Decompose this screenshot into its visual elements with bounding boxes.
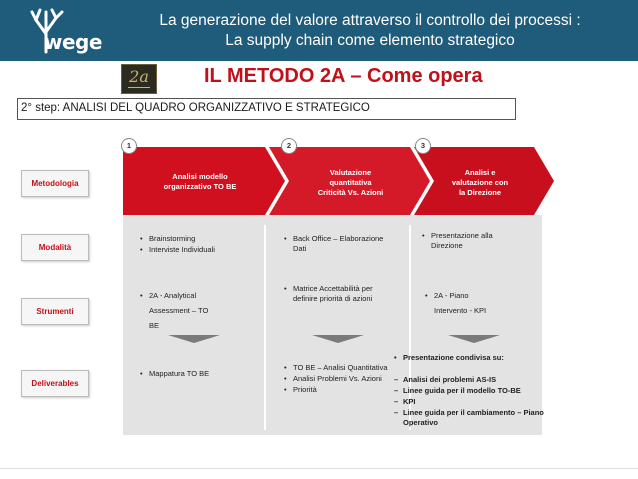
deliverables-col-3-heading	[394, 353, 544, 364]
list-item	[425, 288, 525, 318]
strumenti-col-1	[140, 288, 250, 334]
header-title-line-2: La supply chain come elemento strategico	[225, 32, 515, 49]
step-number-3: 3	[415, 138, 431, 154]
step-3-label	[430, 168, 530, 198]
list-item: • Interviste Individuali	[140, 245, 250, 255]
row-label-deliverables: Deliverables	[21, 370, 89, 397]
down-arrow-icon	[312, 335, 364, 343]
modalita-col-1	[140, 234, 250, 256]
step-2-label-line-1: Valutazione	[329, 168, 372, 177]
down-arrow-icon	[448, 335, 500, 343]
list-item: • TO BE – Analisi Quantitativa	[284, 363, 399, 373]
list-item: • Brainstorming	[140, 234, 250, 244]
row-label-metodologia: Metodologia	[21, 170, 89, 197]
strumenti-col-3-line-1: • 2A - Piano	[434, 291, 469, 300]
page-title: IL METODO 2A – Come opera	[204, 65, 483, 87]
step-1-label	[135, 172, 265, 192]
step-2-label-line-2: quantitativa	[329, 178, 372, 187]
step-number-2: 2	[281, 138, 297, 154]
step-2-label-line-3: Criticità Vs. Azioni	[317, 188, 384, 197]
step-2-label	[293, 168, 408, 198]
step-label-box: 2° step: ANALISI DEL QUADRO ORGANIZZATIVO E STRATEGICO	[17, 98, 516, 120]
list-item	[140, 288, 250, 333]
list-item: – Linee guida per il modello TO-BE	[394, 386, 544, 396]
strumenti-col-1-line-1: • 2A - Analytical	[149, 291, 197, 300]
strumenti-col-2	[284, 284, 394, 305]
step-1-label-line-1: Analisi modello	[172, 172, 228, 181]
step-3-label-line-3: la Direzione	[458, 188, 502, 197]
list-item: • Back Office – Elaborazione Dati	[284, 234, 394, 254]
row-label-strumenti: Strumenti	[21, 298, 89, 325]
list-item: • Analisi Problemi Vs. Azioni	[284, 374, 399, 384]
list-item: – Analisi dei problemi AS-IS	[394, 375, 544, 385]
list-item: • Presentazione condivisa su:	[394, 353, 544, 363]
strumenti-col-3-line-2: Intervento - KPI	[434, 306, 487, 315]
modalita-col-3	[422, 231, 522, 252]
modalita-col-2	[284, 234, 394, 255]
row-label-modalita: Modalità	[21, 234, 89, 261]
badge-text: 2a	[129, 67, 149, 86]
list-item: • Matrice Accettabilità per definire priorità di azioni	[284, 284, 394, 304]
list-item: • Presentazione alla Direzione	[422, 231, 522, 251]
step-1-label-line-2: organizzativo TO BE	[163, 182, 237, 191]
list-item: – Linee guida per il cambiamento – Piano Operativo	[394, 408, 544, 428]
strumenti-col-3	[425, 288, 525, 319]
logo-wordmark: wege	[44, 30, 102, 54]
list-item: • Mappatura TO BE	[140, 369, 250, 379]
list-item: • Priorità	[284, 385, 399, 395]
deliverables-col-2	[284, 363, 399, 396]
deliverables-col-1	[140, 369, 250, 380]
list-item: – KPI	[394, 397, 544, 407]
footer-divider	[0, 468, 638, 469]
header-title-line-1: La generazione del valore attraverso il controllo dei processi :	[159, 12, 581, 29]
down-arrow-icon	[168, 335, 220, 343]
strumenti-col-1-line-2: Assessment – TO	[149, 306, 209, 315]
step-number-1: 1	[121, 138, 137, 154]
strumenti-col-1-line-3: BE	[149, 321, 160, 330]
step-3-label-line-1: Analisi e	[464, 168, 496, 177]
step-3-label-line-2: valutazione con	[451, 178, 509, 187]
deliverables-col-3	[394, 375, 544, 429]
